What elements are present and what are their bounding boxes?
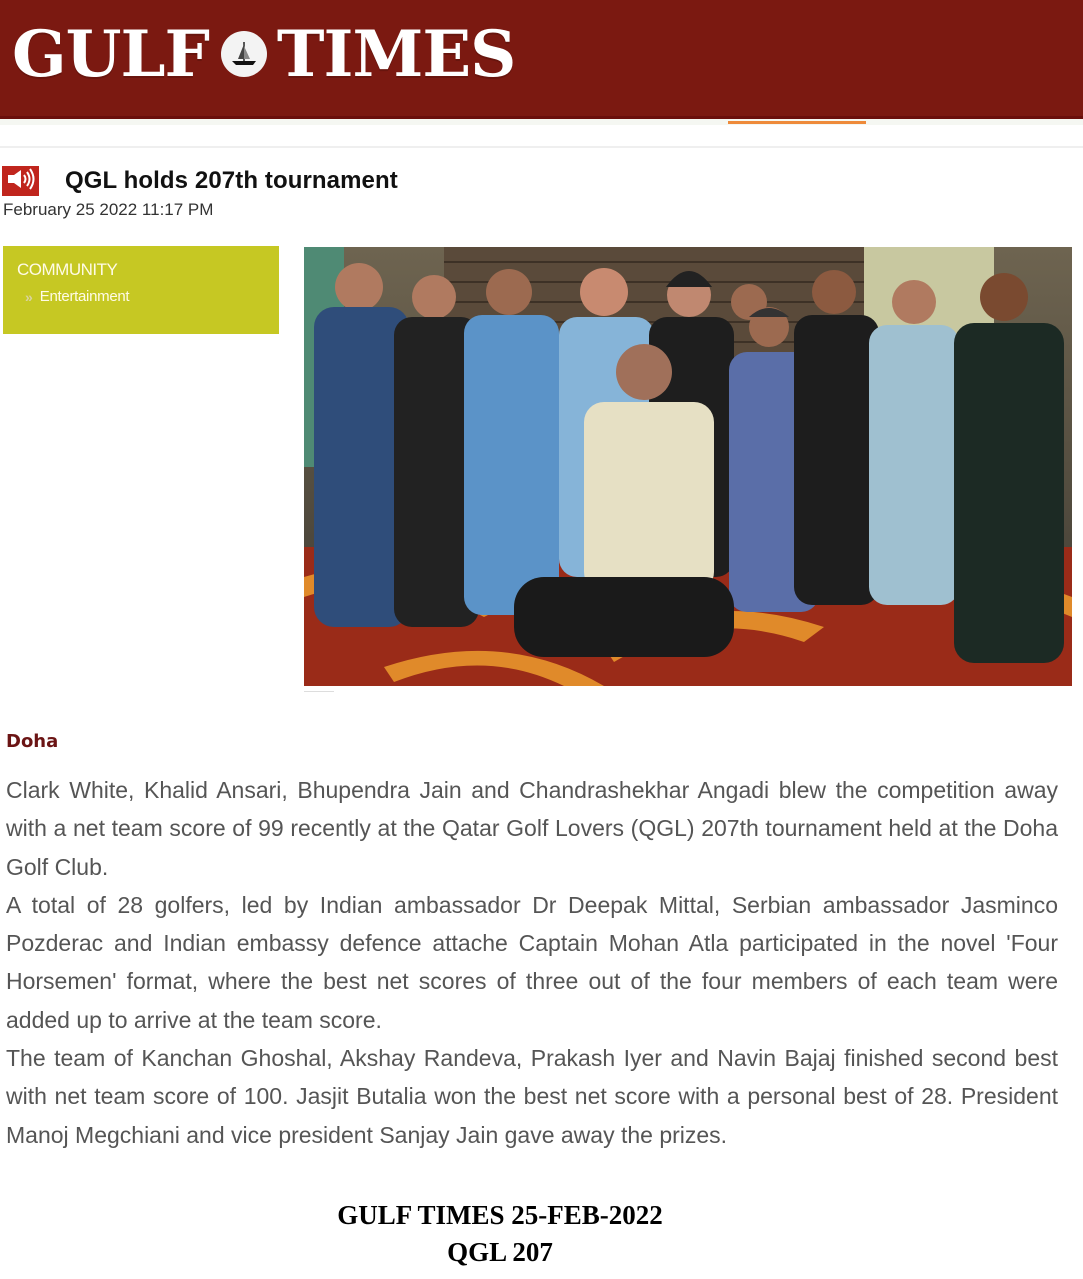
article-paragraph-1: Clark White, Khalid Ansari, Bhupendra Jain and Chandrashekhar Angadi blew the competition away with a net team score of 99 recently at the Qatar Golf Lovers (QGL) 207th tournament held at the Doha Golf Club. xyxy=(6,777,1058,880)
double-chevron-right-icon: » xyxy=(25,288,30,305)
logo-text-times: TIMES xyxy=(276,16,516,92)
speaker-icon xyxy=(6,168,36,195)
article-timestamp: February 25 2022 11:17 PM xyxy=(3,200,214,219)
subcategory-label: Entertainment xyxy=(39,288,130,305)
article-photo xyxy=(304,247,1072,686)
subcategory-link-entertainment[interactable] xyxy=(25,288,279,305)
category-box xyxy=(3,246,279,334)
header-divider xyxy=(0,146,1083,148)
article-headline: QGL holds 207th tournament xyxy=(65,167,398,194)
dhow-boat-icon xyxy=(221,31,267,77)
clipping-caption xyxy=(0,1197,1000,1271)
article-body xyxy=(6,771,1058,1154)
gulf-times-logo[interactable] xyxy=(12,14,515,94)
article-dateline: Doha xyxy=(6,731,59,752)
category-link-community[interactable]: COMMUNITY xyxy=(17,260,118,279)
headline-row xyxy=(2,166,398,196)
listen-audio-button[interactable] xyxy=(2,166,39,196)
nav-active-indicator xyxy=(728,121,866,124)
article-paragraph-2: A total of 28 golfers, led by Indian ambassador Dr Deepak Mittal, Serbian ambassador Jasminco Pozderac and Indian embassy defence attache Captain Mohan Atla participated in the novel 'Four Horsemen' format, where the best net scores of three out of the four members of each team were added up to arrive at the team score. xyxy=(6,891,1058,1033)
clipping-caption-event: QGL 207 xyxy=(447,1237,553,1267)
logo-text-gulf: GULF xyxy=(12,16,209,92)
article-paragraph-3: The team of Kanchan Ghoshal, Akshay Randeva, Prakash Iyer and Navin Bajaj finished second best with net team score of 100. Jasjit Butalia won the best net score with a personal best of 28. President Manoj Megchiani and vice president Sanjay Jain gave away the prizes. xyxy=(6,1045,1058,1148)
clipping-caption-source: GULF TIMES 25-FEB-2022 xyxy=(337,1200,663,1230)
photo-caption-rule xyxy=(304,691,334,692)
masthead xyxy=(0,0,1083,119)
nav-strip xyxy=(0,119,1083,125)
